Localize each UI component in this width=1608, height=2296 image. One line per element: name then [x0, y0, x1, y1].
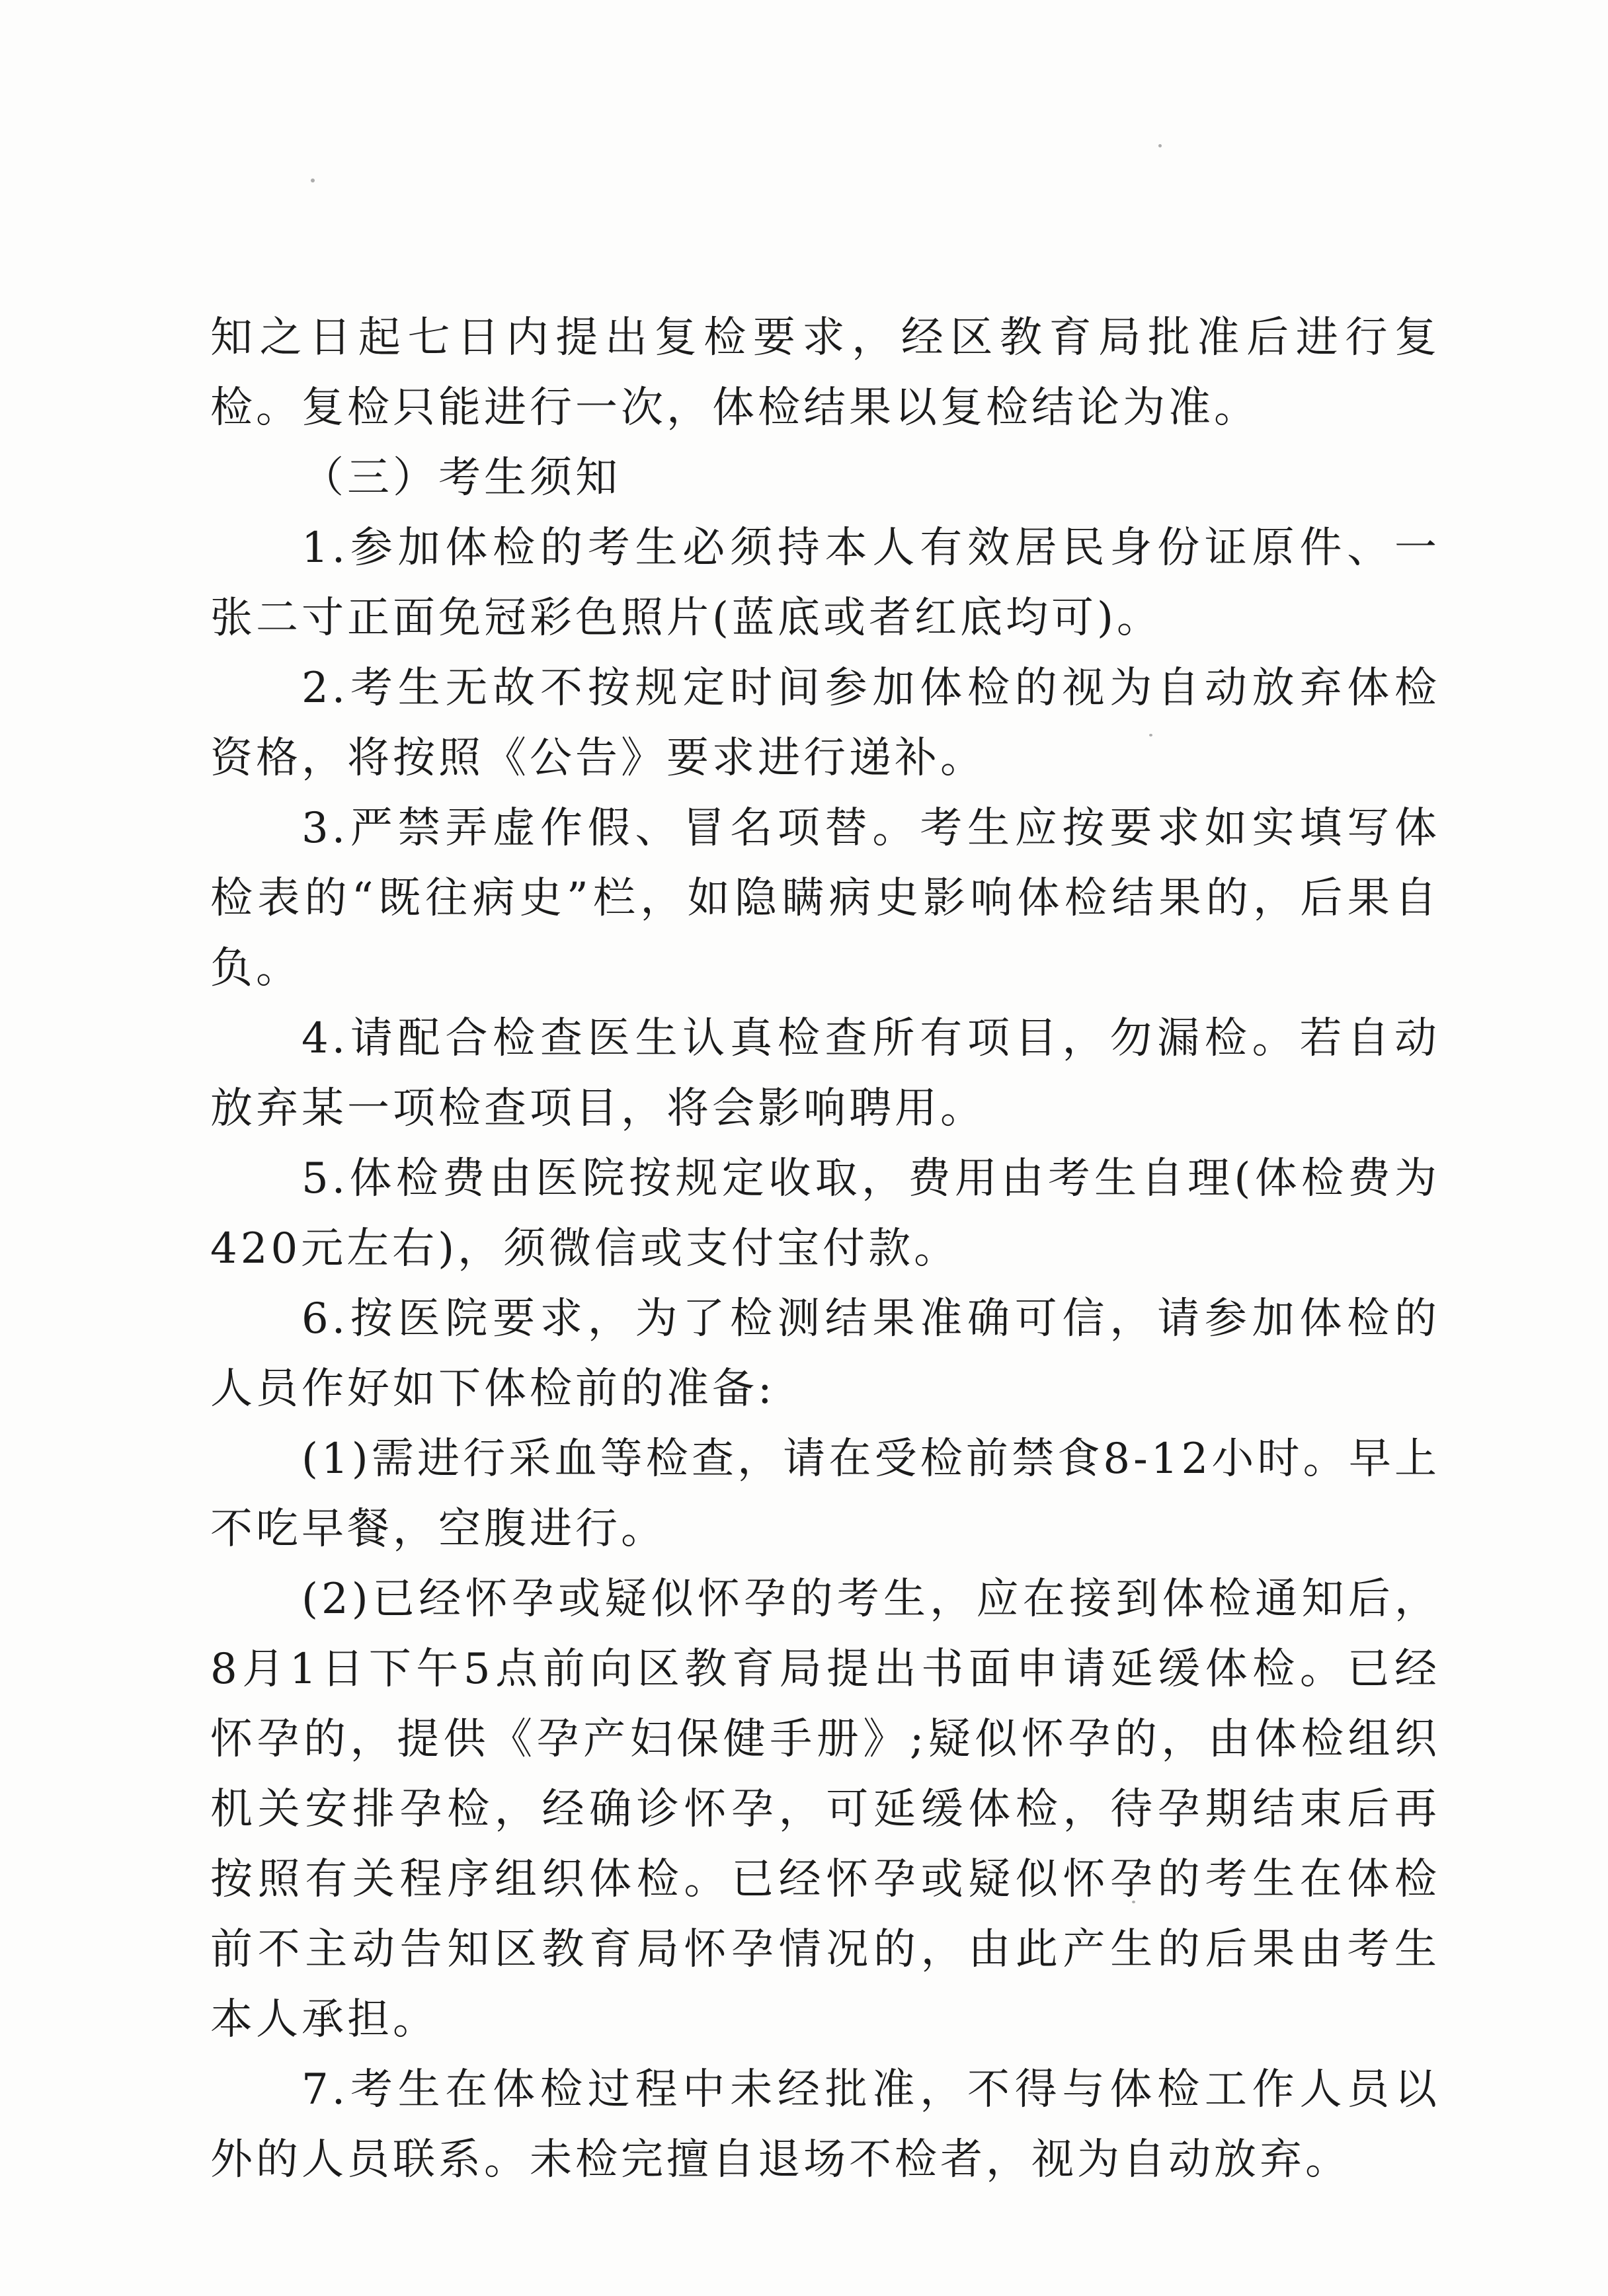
- paragraph-item-6-2: (2)已经怀孕或疑似怀孕的考生，应在接到体检通知后，8月1日下午5点前向区教育局提出书面申请延缓体检。已经怀孕的，提供《孕产妇保健手册》;疑似怀孕的，由体检组织机关安排孕检，经确诊怀孕，可延缓体检，待孕期结束后再按照有关程序组织体检。已经怀孕或疑似怀孕的考生在体检前不主动告知区教育局怀孕情况的，由此产生的后果由考生本人承担。: [210, 1575, 1440, 2044]
- scan-speck: [1158, 144, 1162, 147]
- paragraph-continuation: 知之日起七日内提出复检要求，经区教育局批准后进行复检。复检只能进行一次，体检结果以复检结论为准。: [210, 313, 1440, 432]
- paragraph-item-7: 7.考生在体检过程中未经批准，不得与体检工作人员以外的人员联系。未检完擅自退场不检者，视为自动放弃。: [210, 2065, 1440, 2184]
- paragraph-item-2: 2.考生无故不按规定时间参加体检的视为自动放弃体检资格，将按照《公告》要求进行递补。: [210, 664, 1440, 783]
- scan-speck: [311, 178, 315, 182]
- paragraph-item-4: 4.请配合检查医生认真检查所有项目，勿漏检。若自动放弃某一项检查项目，将会影响聘用。: [210, 1014, 1440, 1133]
- document-body: [210, 303, 1440, 2195]
- paragraph-item-6-1: (1)需进行采血等检查，请在受检前禁食8-12小时。早上不吃早餐，空腹进行。: [210, 1435, 1440, 1554]
- paragraph-item-6: 6.按医院要求，为了检测结果准确可信，请参加体检的人员作好如下体检前的准备:: [210, 1294, 1440, 1413]
- section-heading-candidate-notice: （三）考生须知: [302, 454, 621, 502]
- paragraph-item-3: 3.严禁弄虚作假、冒名项替。考生应按要求如实填写体检表的“既往病史”栏，如隐瞒病史影响体检结果的，后果自负。: [210, 804, 1440, 993]
- paragraph-item-1: 1.参加体检的考生必须持本人有效居民身份证原件、一张二寸正面免冠彩色照片(蓝底或者红底均可)。: [210, 524, 1440, 643]
- paragraph-item-5: 5.体检费由医院按规定收取，费用由考生自理(体检费为420元左右)，须微信或支付宝付款。: [210, 1154, 1440, 1273]
